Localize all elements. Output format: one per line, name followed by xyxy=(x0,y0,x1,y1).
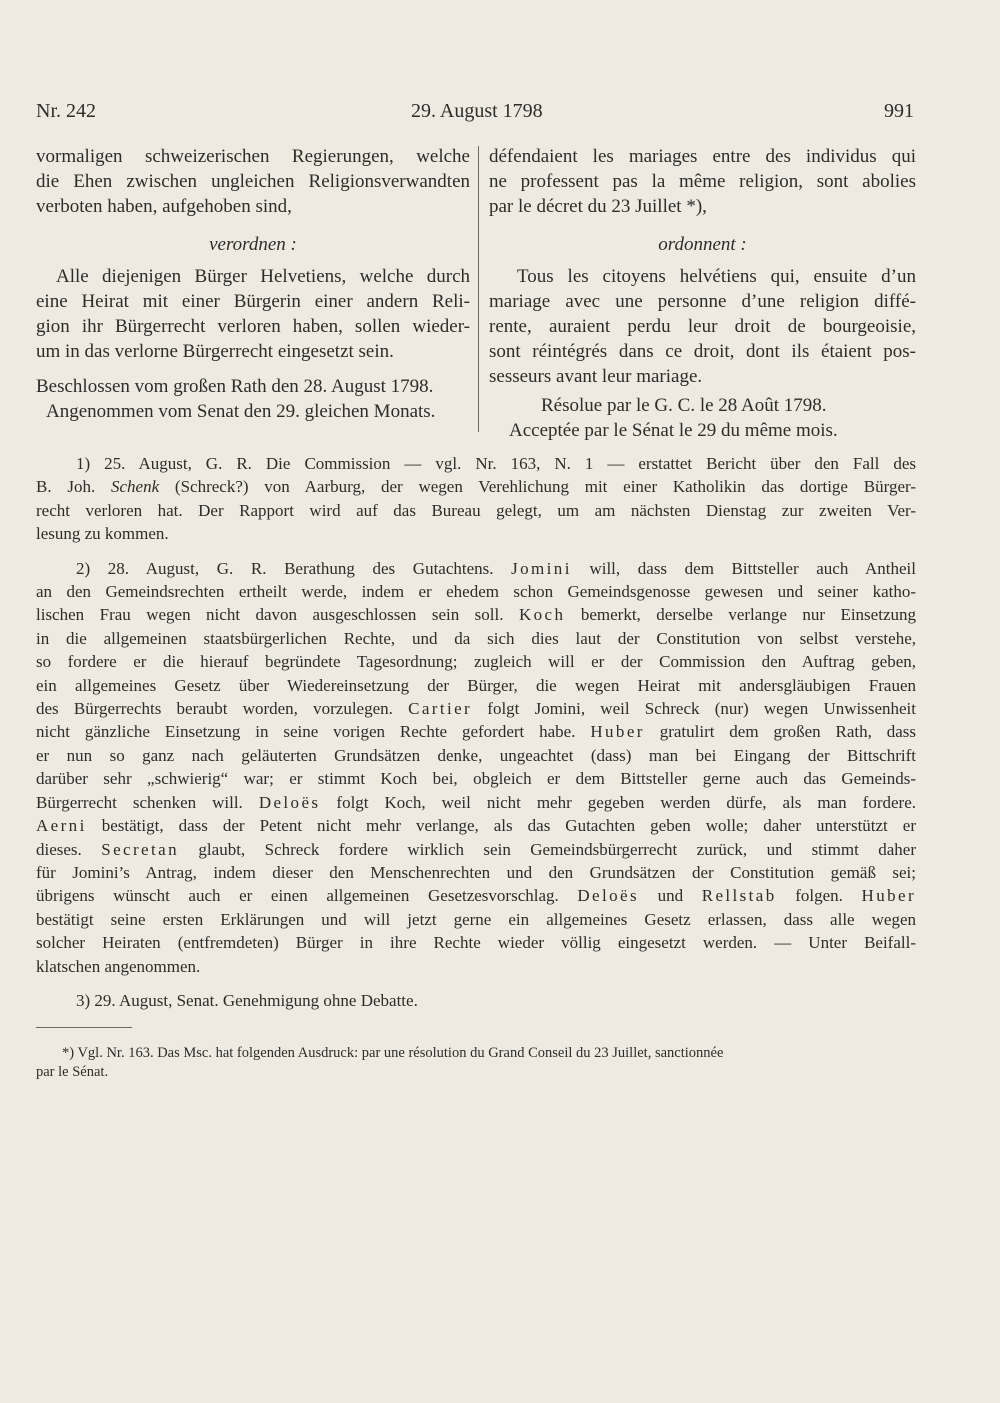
note-line: dieses. Secretan glaubt, Schreck fordere wirklich sein Gemeindsbürgerrecht zurück, und stimmt daher xyxy=(36,839,917,859)
french-decree-line: Tous les citoyens helvétiens qui, ensuite d’un xyxy=(517,266,916,287)
person-name: Jomini xyxy=(511,558,572,578)
french-intro-line: par le décret du 23 Juillet *), xyxy=(489,196,707,217)
french-decree-line: sesseurs avant leur mariage. xyxy=(489,366,703,387)
page-number: 991 xyxy=(884,100,914,122)
note-line: so fordere er die hierauf begründete Tagesordnung; zugleich will er der Commission den Auftrag geben, xyxy=(36,652,916,672)
note-line: bestätigt seine ersten Erklärungen und will jetzt gerne ein allgemeines Gesetz erlassen, dass alle wegen xyxy=(36,909,916,929)
person-name: Deloës xyxy=(577,886,639,906)
note-line: B. Joh. Schenk (Schreck?) von Aarburg, der wegen Verehlichung mit einer Katholikin das dortige Bürger- xyxy=(36,477,916,497)
person-name: Aerni xyxy=(36,816,87,836)
german-closing-line: Beschlossen vom großen Rath den 28. August 1798. xyxy=(36,376,434,397)
note-2 xyxy=(36,557,916,978)
footnote-rule xyxy=(36,1027,132,1028)
footnote xyxy=(36,1044,916,1082)
german-decree-line: Alle diejenigen Bürger Helvetiens, welche durch xyxy=(56,266,470,287)
german-decree-line: gion ihr Bürgerrecht verloren haben, sollen wieder- xyxy=(36,316,470,337)
german-verb: verordnen : xyxy=(209,234,297,255)
note-line: lesung zu kommen. xyxy=(36,524,169,544)
german-intro-line: die Ehen zwischen ungleichen Religionsverwandten xyxy=(36,171,470,192)
french-decree-line: sont réintégrés dans ce droit, dont ils étaient pos- xyxy=(489,341,916,362)
note-line: er nun so ganz nach geläuterten Grundsätzen denke, ungeachtet (dass) man bei Eingang der Bittschrift xyxy=(36,745,916,765)
french-intro-line: ne professent pas la même religion, sont abolies xyxy=(489,171,916,192)
footnote-line: *) Vgl. Nr. 163. Das Msc. hat folgenden Ausdruck: par une résolution du Grand Conseil du 23 Juillet, sanctionnée xyxy=(62,1045,724,1061)
footnote-line: par le Sénat. xyxy=(36,1064,109,1080)
note-line: 2) 28. August, G. R. Berathung des Gutachtens. Jomini will, dass dem Bittsteller auch Antheil xyxy=(76,558,916,578)
german-column xyxy=(36,144,470,424)
french-column xyxy=(489,144,916,443)
note-line: lischen Frau wegen nicht davon ausgeschlossen sein soll. Koch bemerkt, derselbe verlange nur Einsetzung xyxy=(36,605,916,625)
note-line: für Jomini’s Antrag, indem dieser den Menschenrechten und den Grundsätzen der Constitution gemäß sei; xyxy=(36,862,916,882)
note-line: 3) 29. August, Senat. Genehmigung ohne Debatte. xyxy=(76,990,418,1010)
page-header xyxy=(36,100,914,130)
note-line: darüber sehr „schwierig“ war; er stimmt Koch bei, obgleich er dem Bittsteller gerne auch das Gemeinds- xyxy=(36,769,916,789)
german-intro-line: vormaligen schweizerischen Regierungen, welche xyxy=(36,146,470,167)
note-line: Aerni bestätigt, dass der Petent nicht mehr verlange, als das Gutachten geben wolle; daher unterstützt er xyxy=(36,816,916,836)
note-1 xyxy=(36,452,916,546)
note-line: des Bürgerrechts beraubt worden, vorzulegen. Cartier folgt Jomini, weil Schreck (nur) wegen Unwissenheit xyxy=(36,699,916,719)
document-number: Nr. 242 xyxy=(36,100,96,122)
header-date: 29. August 1798 xyxy=(411,100,543,122)
person-name: Schenk xyxy=(111,477,160,497)
person-name: Huber xyxy=(590,722,645,742)
note-line: klatschen angenommen. xyxy=(36,956,201,976)
person-name: Rellstab xyxy=(701,886,777,906)
note-line: in die allgemeinen staatsbürgerlichen Rechte, und da sich dies laut der Constitution von selbst verstehe, xyxy=(36,628,916,648)
french-intro-line: défendaient les mariages entre des individus qui xyxy=(489,146,916,167)
bilingual-columns xyxy=(36,144,916,441)
note-line: ein allgemeines Gesetz über Wiedereinsetzung der Bürger, die wegen Heirat mit andersgläubigen Frauen xyxy=(36,675,916,695)
note-line: übrigens wünscht auch er einen allgemeinen Gesetzesvorschlag. Deloës und Rellstab folgen. Huber xyxy=(36,886,916,906)
note-3 xyxy=(36,989,916,1012)
person-name: Koch xyxy=(518,605,566,625)
german-intro-line: verboten haben, aufgehoben sind, xyxy=(36,196,292,217)
note-line: Bürgerrecht schenken will. Deloës folgt Koch, weil nicht mehr gegeben werden dürfe, als man fordere. xyxy=(36,792,916,812)
note-line: nicht gänzliche Einsetzung in seine vorigen Rechte gefordert habe. Huber gratulirt dem großen Rath, dass xyxy=(36,722,917,742)
german-closing-line: Angenommen vom Senat den 29. gleichen Monats. xyxy=(46,401,436,422)
column-divider xyxy=(478,146,479,432)
french-decree-line: rente, auraient perdu leur droit de bourgeoisie, xyxy=(489,316,916,337)
note-line: recht verloren hat. Der Rapport wird auf das Bureau gelegt, um am nächsten Dienstag zur zweiten Ver- xyxy=(36,500,916,520)
french-closing-line: Résolue par le G. C. le 28 Août 1798. xyxy=(541,395,827,416)
editorial-notes xyxy=(36,452,916,1023)
note-line: an den Gemeindsrechten ertheilt werde, indem er ehedem schon Gemeindsgenosse gewesen und seiner katho- xyxy=(36,582,916,602)
french-decree-line: mariage avec une personne d’une religion diffé- xyxy=(489,291,916,312)
german-decree-line: eine Heirat mit einer Bürgerin einer andern Reli- xyxy=(36,291,470,312)
note-line: solcher Heiraten (entfremdeten) Bürger in ihre Rechte wieder völlig eingesetzt werden. — Unter Beifall- xyxy=(36,933,916,953)
french-closing-line: Acceptée par le Sénat le 29 du même mois. xyxy=(509,420,838,441)
person-name: Cartier xyxy=(408,699,473,719)
german-decree-line: um in das verlorne Bürgerrecht eingesetzt sein. xyxy=(36,341,394,362)
person-name: Secretan xyxy=(101,839,179,859)
french-verb: ordonnent : xyxy=(658,234,747,255)
note-line: 1) 25. August, G. R. Die Commission — vgl. Nr. 163, N. 1 — erstattet Bericht über den Fall des xyxy=(76,454,916,473)
person-name: Deloës xyxy=(258,792,321,812)
person-name: Huber xyxy=(861,886,916,906)
